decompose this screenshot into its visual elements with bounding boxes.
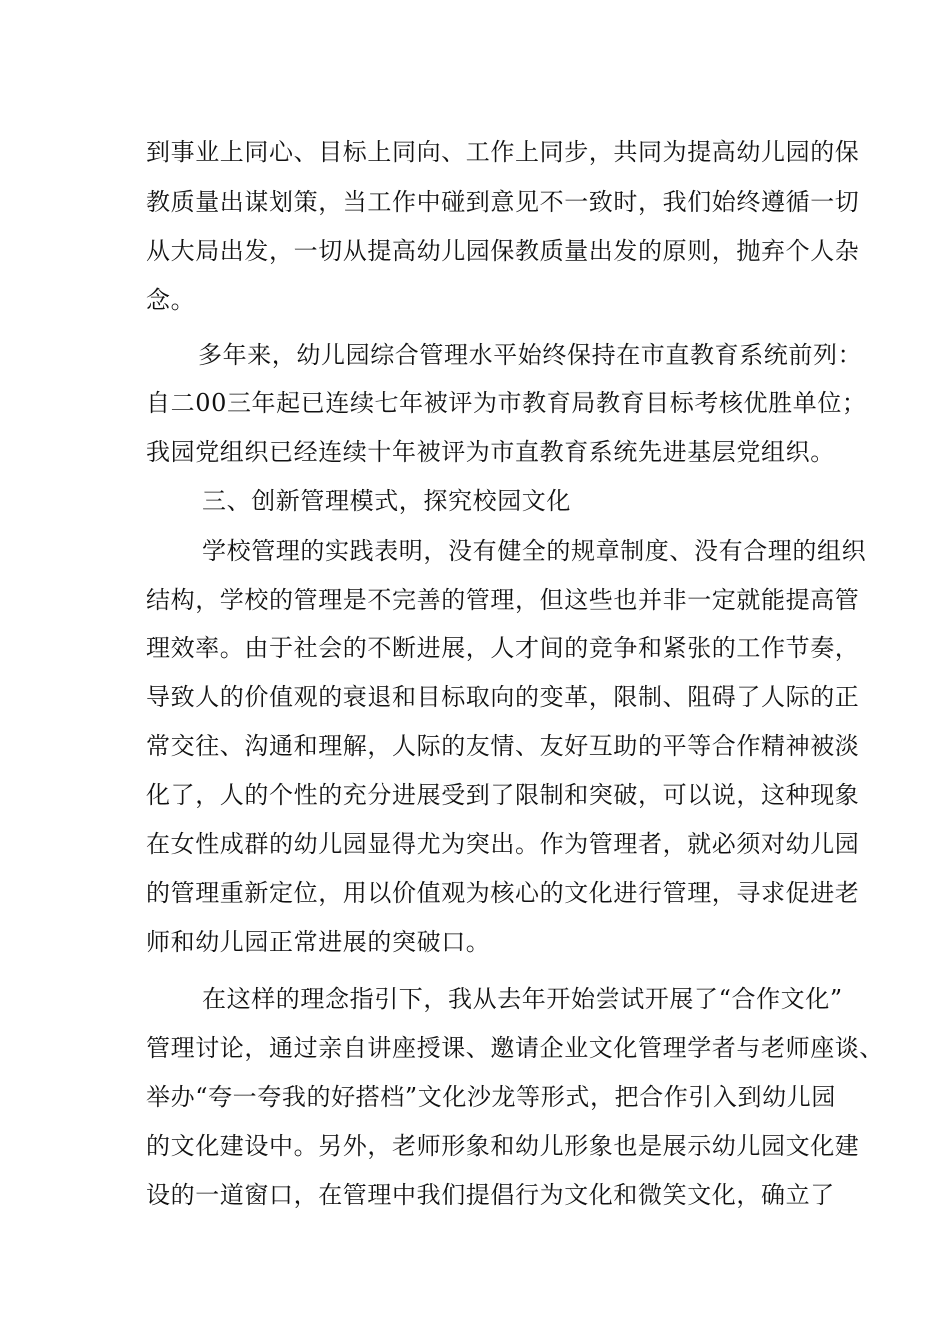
text-line: 结构，学校的管理是不完善的管理，但这些也并非一定就能提高管 (146, 586, 860, 614)
text-line: 化了，人的个性的充分进展受到了限制和突破，可以说，这种现象 (146, 781, 860, 809)
text-line: 从大局出发，一切从提高幼儿园保教质量出发的原则，抛弃个人杂 (146, 237, 860, 265)
text-line: 设的一道窗口，在管理中我们提倡行为文化和微笑文化，确立了 (146, 1181, 835, 1209)
text-line: 举办“夸一夸我的好搭档”文化沙龙等形式，把合作引入到幼儿园 (146, 1083, 836, 1111)
text-line: 学校管理的实践表明，没有健全的规章制度、没有合理的组织 (202, 537, 867, 565)
text-line: 多年来，幼儿园综合管理水平始终保持在市直教育系统前列： (198, 341, 863, 369)
text-line: 在女性成群的幼儿园显得尤为突出。作为管理者，就必须对幼儿园 (146, 830, 860, 858)
text-line: 管理讨论，通过亲自讲座授课、邀请企业文化管理学者与老师座谈、 (146, 1034, 884, 1062)
text-line: 在这样的理念指引下，我从去年开始尝试开展了“合作文化” (202, 985, 843, 1013)
text-line: 自二00三年起已连续七年被评为市教育局教育目标考核优胜单位； (146, 389, 867, 417)
text-line: 我园党组织已经连续十年被评为市直教育系统先进基层党组织。 (146, 438, 835, 466)
text-line: 到事业上同心、目标上同向、工作上同步，共同为提高幼儿园的保 (146, 138, 860, 166)
text-line: 念。 (146, 286, 196, 314)
text-line: 常交往、沟通和理解，人际的友情、友好互助的平等合作精神被淡 (146, 732, 860, 760)
text-line: 师和幼儿园正常进展的突破口。 (146, 928, 491, 956)
text-line: 导致人的价值观的衰退和目标取向的变革，限制、阻碍了人际的正 (146, 683, 860, 711)
text-line: 的管理重新定位，用以价值观为核心的文化进行管理，寻求促进老 (146, 879, 860, 907)
text-line: 理效率。由于社会的不断进展，人才间的竞争和紧张的工作节奏， (146, 634, 860, 662)
section-heading: 三、创新管理模式，探究校园文化 (202, 487, 571, 515)
text-line: 的文化建设中。另外，老师形象和幼儿形象也是展示幼儿园文化建 (146, 1132, 860, 1160)
text-line: 教质量出谋划策，当工作中碰到意见不一致时，我们始终遵循一切 (146, 188, 860, 216)
